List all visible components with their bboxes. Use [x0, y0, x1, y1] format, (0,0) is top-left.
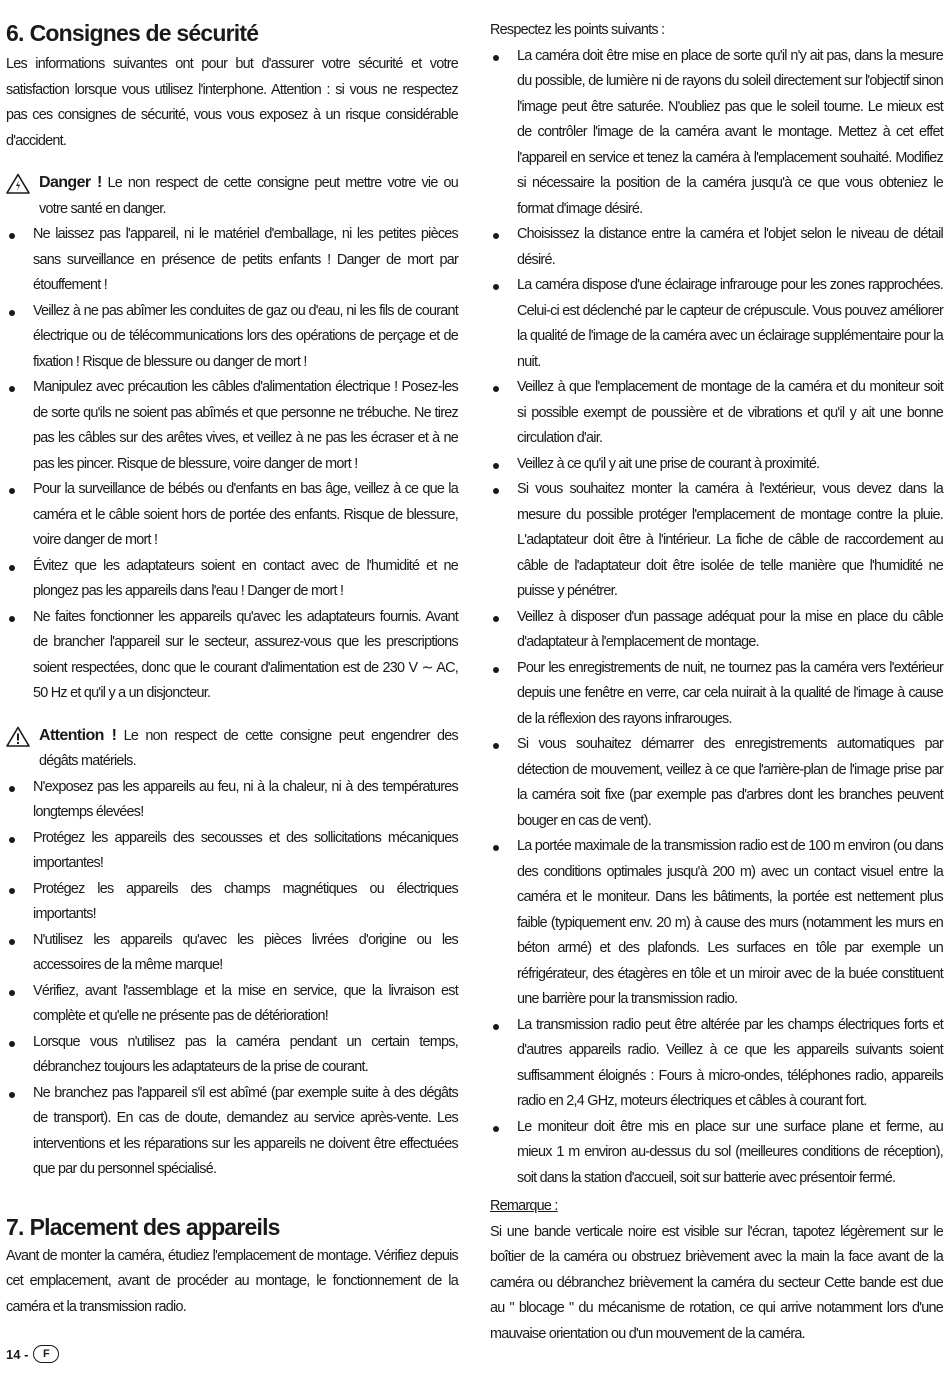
- list-item: La caméra doit être mise en place de sorte qu'il n'y ait pas, dans la mesure du possible, de lumière ni de rayons du soleil directement sur l'objectif sinon l'image peut être saturée. N'oubliez pas que le soleil tourne. Le mieux est de contrôler l'image de la caméra avant le montage. Mettez à cet effet l'appareil en service et tenez la caméra à l'emplacement souhaité. Modifiez si nécessaire la position de la caméra jusqu'à ce que vous obteniez le format d'image désiré.: [490, 44, 943, 223]
- bullet-icon: [493, 463, 499, 469]
- bullet-icon: [9, 386, 15, 392]
- bullet-icon: [9, 990, 15, 996]
- section-7-number: 7.: [6, 1213, 24, 1240]
- list-item: La transmission radio peut être altérée par les champs électriques forts et d'autres appareils radio. Veillez à ce que les appareils suivants soient suffisamment éloignés : Fours à micro-ondes, téléphones radio, appareils radio en 2,4 GHz, moteurs électriques et câbles à courant fort.: [490, 1013, 943, 1115]
- points-intro: Respectez les points suivants :: [490, 22, 665, 38]
- section-7-intro: Avant de monter la caméra, étudiez l'emplacement de montage. Vérifiez depuis cet emplacement, avant de procéder au montage, le fonctionnement de la caméra et la transmission radio.: [6, 1247, 458, 1315]
- warning-triangle-icon: [6, 726, 30, 747]
- list-item: N'utilisez les appareils qu'avec les pièces livrées d'origine ou les accessoires de la même marque!: [6, 928, 458, 979]
- bullet-icon: [9, 1041, 15, 1047]
- bullet-icon: [493, 845, 499, 851]
- remark-title: Remarque :: [490, 1198, 558, 1214]
- page-number: 14 -: [6, 1346, 29, 1362]
- list-item: Si vous souhaitez démarrer des enregistrements automatiques par détection de mouvement, veillez à ce que l'arrière-plan de l'image prise par la caméra soit fixe (par exemple pas d'arbres dont les branches peuvent bouger en cas de vent).: [490, 732, 943, 834]
- list-item: Manipulez avec précaution les câbles d'alimentation électrique ! Posez-les de sorte qu'ils ne soient pas abîmés et que personne ne trébuche. Ne tirez pas les câbles sur des arêtes vives, et veillez à ne pas les écraser et à ne pas les pincer. Risque de blessure, voire danger de mort !: [6, 375, 458, 477]
- bullet-icon: [493, 233, 499, 239]
- danger-list: [6, 222, 458, 707]
- bullet-icon: [493, 488, 499, 494]
- left-column: [6, 18, 458, 1320]
- attention-label: Attention !: [39, 726, 117, 744]
- list-item: Si vous souhaitez monter la caméra à l'extérieur, vous devez dans la mesure du possible protéger l'emplacement de montage contre la pluie. L'adaptateur doit être à l'intérieur. La fiche de câble de raccordement au câble de l'adaptateur doit être isolée de telle manière que l'humidité ne puisse y pénétrer.: [490, 477, 943, 605]
- bullet-icon: [493, 284, 499, 290]
- bullet-icon: [493, 1024, 499, 1030]
- list-item: Veillez à ce qu'il y ait une prise de courant à proximité.: [490, 452, 943, 478]
- danger-label: Danger !: [39, 174, 102, 191]
- section-7: [6, 1212, 458, 1321]
- section-7-heading: [6, 1212, 458, 1242]
- bullet-icon: [493, 386, 499, 392]
- list-item: Veillez à disposer d'un passage adéquat pour la mise en place du câble d'adaptateur à l'emplacement de montage.: [490, 605, 943, 656]
- bullet-icon: [493, 667, 499, 673]
- bullet-icon: [493, 55, 499, 61]
- list-item: La caméra dispose d'une éclairage infrarouge pour les zones rapprochées. Celui-ci est déclenché par le capteur de crépuscule. Vous pouvez améliorer la qualité de l'image de la caméra avec un éclairage supplémentaire pour la nuit.: [490, 273, 943, 375]
- placement-list: [490, 44, 943, 1192]
- list-item: Ne laissez pas l'appareil, ni le matériel d'emballage, ni les petites pièces sans surveillance en présence de petits enfants ! Danger de mort par étouffement !: [6, 222, 458, 299]
- section-7-title: Placement des appareils: [29, 1213, 280, 1240]
- section-6-number: 6.: [6, 20, 24, 46]
- list-item: Veillez à que l'emplacement de montage de la caméra et du moniteur soit si possible exempt de poussière et de vibrations et qu'il y ait une bonne circulation d'air.: [490, 375, 943, 452]
- bullet-icon: [9, 616, 15, 622]
- bullet-icon: [9, 310, 15, 316]
- list-item: N'exposez pas les appareils au feu, ni à la chaleur, ni à des températures longtemps élevées!: [6, 775, 458, 826]
- bullet-icon: [493, 1126, 499, 1132]
- list-item: Vérifiez, avant l'assemblage et la mise en service, que la livraison est complète et qu'elle ne présente pas de détérioration!: [6, 979, 458, 1030]
- remark-text: Si une bande verticale noire est visible sur l'écran, tapotez légèrement sur le boîtier de la caméra ou obstruez brièvement avec la main la face avant de la caméra ou débranchez brièvement la caméra du secteur Cette bande est due au " blocage " du mécanisme de rotation, ce qui arrive notamment lors d'une mauvaise orientation ou d'un mouvement de la caméra.: [490, 1223, 943, 1342]
- language-badge: F: [33, 1345, 59, 1363]
- bullet-icon: [9, 233, 15, 239]
- list-item: Ne faites fonctionner les appareils qu'avec les adaptateurs fournis. Avant de brancher l'appareil sur le secteur, assurez-vous que les prescriptions soient respectées, donc que le courant d'alimentation est de 230 V ∼ AC, 50 Hz et qu'il y a un disjoncteur.: [6, 605, 458, 707]
- bullet-icon: [493, 743, 499, 749]
- list-item: Le moniteur doit être mis en place sur une surface plane et ferme, au mieux 1 m environ au-dessus du sol (meilleures conditions de réception), soit dans la station d'accueil, soit sur batterie avec présentoir fermé.: [490, 1115, 943, 1192]
- section-6-intro: Les informations suivantes ont pour but d'assurer votre sécurité et votre satisfaction lorsque vous utilisez l'interphone. Attention : si vous ne respectez pas ces consignes de sécurité, vous vous exposez à un risque considérable d'accident.: [6, 56, 458, 149]
- bullet-icon: [9, 888, 15, 894]
- section-6-title: Consignes de sécurité: [29, 20, 259, 46]
- list-item: La portée maximale de la transmission radio est de 100 m environ (ou dans des conditions optimales jusqu'à 200 m) avec un contact visuel entre la caméra et le moniteur. Dans les bâtiments, la portée est nettement plus faible (typiquement env. 20 m) à cause des murs (notamment les murs en béton armé) et des plafonds. Les surfaces en tôle par exemple un réfrigérateur, des étagères en tôle et un miroir avec de la buée constituent une barrière pour la transmission radio.: [490, 834, 943, 1013]
- bullet-icon: [9, 786, 15, 792]
- danger-text: Le non respect de cette consigne peut mettre votre vie ou votre santé en danger.: [39, 175, 458, 217]
- list-item: Lorsque vous n'utilisez pas la caméra pendant un certain temps, débranchez toujours les adaptateurs de la prise de courant.: [6, 1030, 458, 1081]
- list-item: Ne branchez pas l'appareil s'il est abîmé (par exemple suite à des dégâts de transport). En cas de doute, demandez au service après-vente. Les interventions et les réparations sur les appareils ne doivent être effectuées que par du personnel spécialisé.: [6, 1081, 458, 1183]
- bullet-icon: [9, 565, 15, 571]
- section-6-heading: [6, 18, 458, 48]
- list-item: Évitez que les adaptateurs soient en contact avec de l'humidité et ne plongez pas les appareils dans l'eau ! Danger de mort !: [6, 554, 458, 605]
- bullet-icon: [9, 837, 15, 843]
- bullet-icon: [9, 939, 15, 945]
- bullet-icon: [493, 616, 499, 622]
- list-item: Veillez à ne pas abîmer les conduites de gaz ou d'eau, ni les fils de courant électrique ou de télécommunications lors des opérations de perçage et de fixation ! Risque de blessure ou danger de mort !: [6, 299, 458, 376]
- attention-notice: [6, 723, 458, 775]
- list-item: Protégez les appareils des secousses et des sollicitations mécaniques importantes!: [6, 826, 458, 877]
- list-item: Choisissez la distance entre la caméra et l'objet selon le niveau de détail désiré.: [490, 222, 943, 273]
- danger-notice: [6, 170, 458, 222]
- bullet-icon: [9, 1092, 15, 1098]
- list-item: Protégez les appareils des champs magnétiques ou électriques importants!: [6, 877, 458, 928]
- list-item: Pour la surveillance de bébés ou d'enfants en bas âge, veillez à ce que la caméra et le câble soient hors de portée des enfants. Risque de blessure, voire danger de mort !: [6, 477, 458, 554]
- attention-text: Le non respect de cette consigne peut engendrer des dégâts matériels.: [39, 727, 458, 769]
- warning-triangle-icon: [6, 173, 30, 194]
- page-footer: [6, 1345, 59, 1363]
- list-item: Pour les enregistrements de nuit, ne tournez pas la caméra vers l'extérieur depuis une fenêtre en verre, car cela nuirait à la qualité de l'image à cause de la réflexion des rayons infrarouges.: [490, 656, 943, 733]
- bullet-icon: [9, 488, 15, 494]
- right-column: [490, 18, 943, 1347]
- attention-list: [6, 775, 458, 1183]
